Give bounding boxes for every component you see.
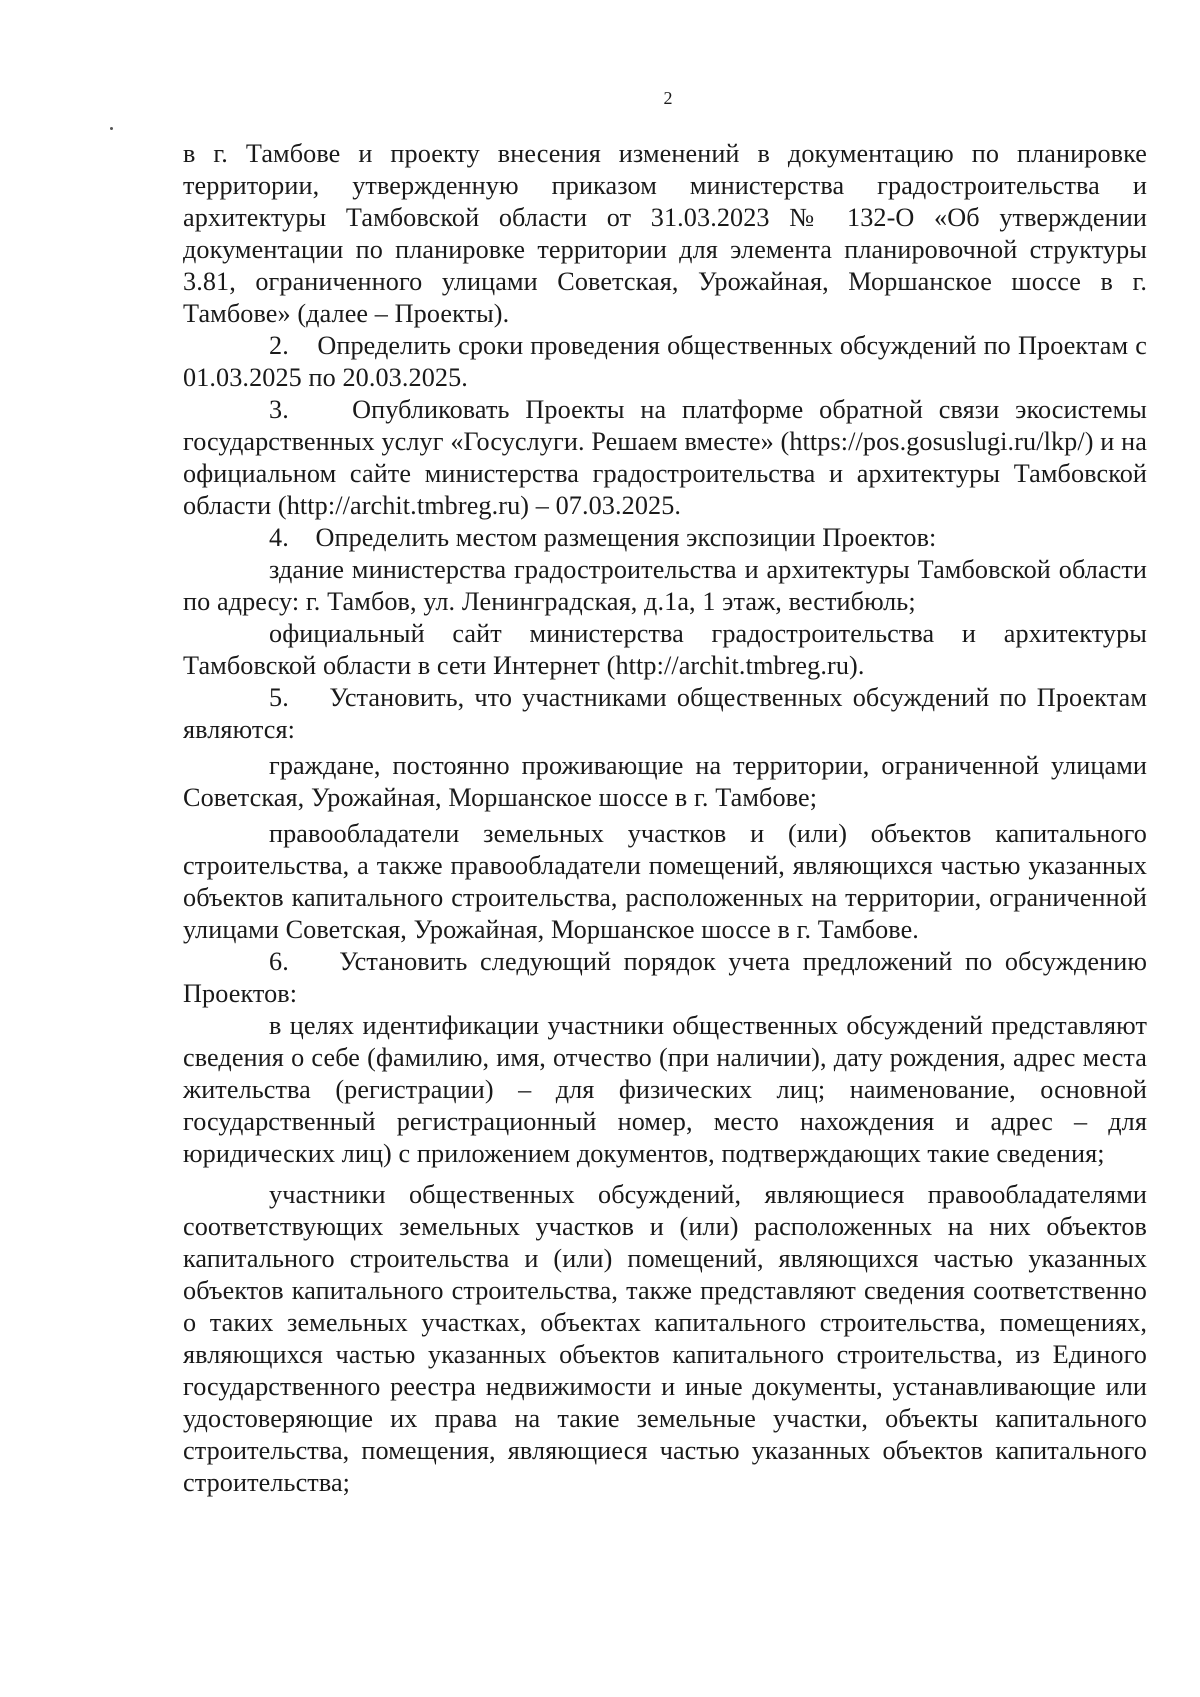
paragraph-text: граждане, постоянно проживающие на территории, ограниченной улицами Советская, Урожайная, Моршанское шоссе в г. Тамбове; [183,751,1147,812]
paragraph-4-item-building [183,554,1147,618]
paragraph-1-continuation [183,138,1147,330]
paragraph-text: официальный сайт министерства градостроительства и архитектуры Тамбовской области в сети Интернет (http://archit.tmbreg.ru). [183,619,1147,680]
paragraph-6-item-identification [183,1010,1147,1170]
scan-speck [110,127,113,130]
paragraph-number: 6. [269,947,289,976]
paragraph-text: участники общественных обсуждений, являющиеся правообладателями соответствующих земельных участков и (или) расположенных на них объектов капитального строительства и (или) помещений, являющихся частью указанных объектов капитального строительства, также представляют сведения соответственно о таких земельных участках, объектах капитального строительства, помещениях, являющихся частью указанных объектов капитального строительства, из Единого государственного реестра недвижимости и иные документы, устанавливающие или удостоверяющие их права на такие земельные участки, объекты капитального строительства, помещения, являющиеся частью указанных объектов капитального строительства; [183,1180,1147,1497]
paragraph-6-item-rightholders [183,1179,1147,1499]
paragraph-number: 4. [269,523,289,552]
paragraph-5-item-citizens [183,750,1147,814]
paragraph-number: 3. [269,395,289,424]
paragraph-5-item-rightholders [183,818,1147,946]
paragraph-text: правообладатели земельных участков и (или) объектов капитального строительства, а также правообладатели помещений, являющихся частью указанных объектов капитального строительства, расположенных на территории, ограниченной улицами Советская, Урожайная, Моршанское шоссе в г. Тамбове. [183,819,1147,944]
paragraph-text: в целях идентификации участники общественных обсуждений представляют сведения о себе (фамилию, имя, отчество (при наличии), дату рождения, адрес места жительства (регистрации) – для физических лиц; наименование, основной государственный регистрационный номер, место нахождения и адрес – для юридических лиц) с приложением документов, подтверждающих такие сведения; [183,1011,1147,1168]
paragraph-5 [183,682,1147,746]
paragraph-4-item-website [183,618,1147,682]
paragraph-text: Установить следующий порядок учета предложений по обсуждению Проектов: [183,947,1147,1008]
paragraph-text: здание министерства градостроительства и архитектуры Тамбовской области по адресу: г. Тамбов, ул. Ленинградская, д.1а, 1 этаж, вестибюль; [183,555,1147,616]
paragraph-text: Определить местом размещения экспозиции Проектов: [315,523,937,552]
paragraph-2 [183,330,1147,394]
paragraph-3 [183,394,1147,522]
paragraph-6 [183,946,1147,1010]
paragraph-text: Определить сроки проведения общественных обсуждений по Проектам с 01.03.2025 по 20.03.2025. [183,331,1148,392]
paragraph-text: Установить, что участниками общественных обсуждений по Проектам являются: [183,683,1147,744]
paragraph-4 [183,522,1147,554]
paragraph-text: Опубликовать Проекты на платформе обратной связи экосистемы государственных услуг «Госуслуги. Решаем вместе» (https://pos.gosuslugi.ru/lkp/) и на официальном сайте министерства градостроительства и архитектуры Тамбовской области (http://archit.tmbreg.ru) – 07.03.2025. [183,395,1147,520]
paragraph-number: 5. [269,683,289,712]
paragraph-text: в г. Тамбове и проекту внесения изменений в документацию по планировке территории, утвержденную приказом министерства градостроительства и архитектуры Тамбовской области от 31.03.2023 № 132-О «Об утверждении документации по планировке территории для элемента планировочной структуры 3.81, ограниченного улицами Советская, Урожайная, Моршанское шоссе в г. Тамбове» (далее – Проекты). [183,139,1147,328]
paragraph-number: 2. [269,331,289,360]
document-body [183,138,1147,1499]
page-number: 2 [663,88,673,108]
